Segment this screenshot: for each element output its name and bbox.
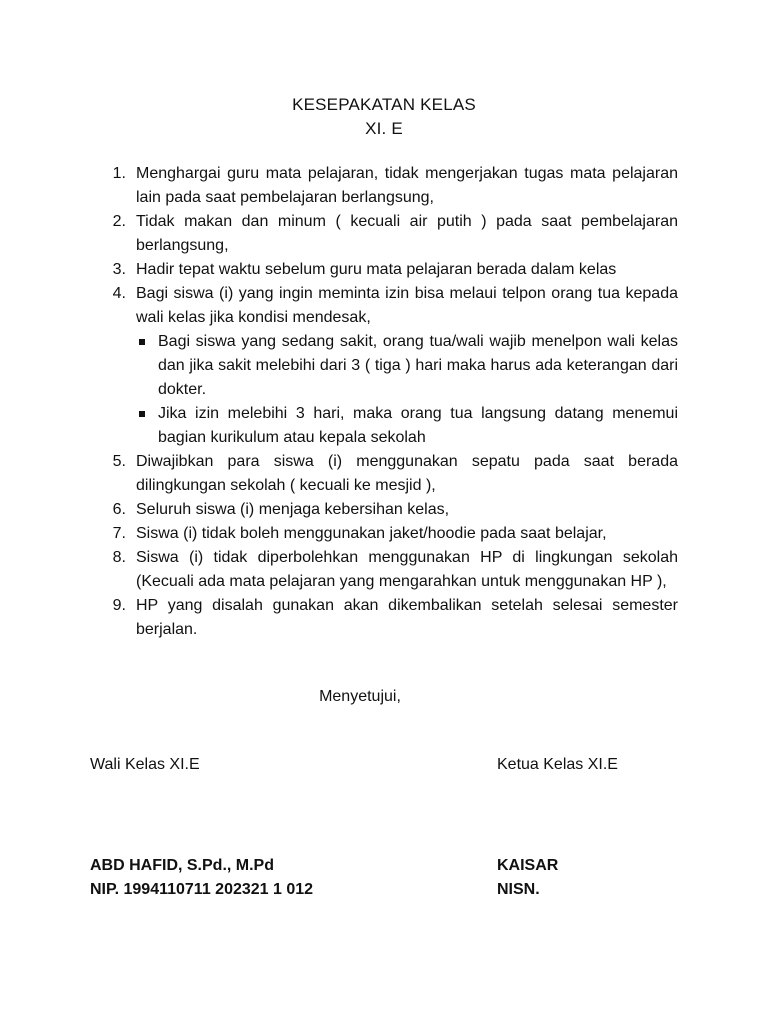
- title-line-1: KESEPAKATAN KELAS: [292, 95, 476, 114]
- agreement-label: Menyetujui,: [319, 688, 401, 705]
- item-text: Siswa (i) tidak boleh menggunakan jaket/hoodie pada saat belajar,: [136, 525, 607, 542]
- list-item: [90, 210, 678, 258]
- item-number: 2.: [112, 213, 126, 230]
- list-item: [90, 498, 678, 522]
- item-number: 5.: [112, 453, 126, 470]
- list-item: [90, 546, 678, 594]
- square-bullet-icon: [139, 411, 145, 417]
- left-signatory-name: ABD HAFID, S.Pd., M.Pd: [90, 857, 274, 874]
- sub-list-item: [136, 330, 678, 402]
- item-text: Diwajibkan para siswa (i) menggunakan sepatu pada saat berada dilingkungan sekolah ( kecuali ke mesjid ),: [136, 453, 678, 494]
- item-number: 1.: [112, 165, 126, 182]
- item-number: 7.: [112, 525, 126, 542]
- list-item: [90, 258, 678, 282]
- item-text: Bagi siswa (i) yang ingin meminta izin bisa melaui telpon orang tua kepada wali kelas jika kondisi mendesak,: [136, 285, 678, 326]
- left-signatory-role: Wali Kelas XI.E: [90, 756, 200, 773]
- item-number: 3.: [112, 261, 126, 278]
- list-item: [90, 594, 678, 642]
- item-number: 4.: [112, 285, 126, 302]
- right-signatory-id: NISN.: [497, 881, 540, 898]
- item-text: Seluruh siswa (i) menjaga kebersihan kelas,: [136, 501, 450, 518]
- sub-list: [136, 330, 678, 450]
- agreement-list: [90, 162, 678, 642]
- sub-list-item: [136, 402, 678, 450]
- list-item: [90, 162, 678, 210]
- item-text: Tidak makan dan minum ( kecuali air putih ) pada saat pembelajaran berlangsung,: [136, 213, 678, 254]
- item-text: Siswa (i) tidak diperbolehkan menggunakan HP di lingkungan sekolah (Kecuali ada mata pelajaran yang mengarahkan untuk menggunakan HP ),: [136, 549, 678, 590]
- item-text: Menghargai guru mata pelajaran, tidak mengerjakan tugas mata pelajaran lain pada saat pembelajaran berlangsung,: [136, 165, 678, 206]
- title-line-2: XI. E: [365, 119, 403, 138]
- sub-item-text: Jika izin melebihi 3 hari, maka orang tua langsung datang menemui bagian kurikulum atau kepala sekolah: [158, 405, 678, 446]
- item-text: HP yang disalah gunakan akan dikembalikan setelah selesai semester berjalan.: [136, 597, 678, 638]
- left-signatory-id: NIP. 1994110711 202321 1 012: [90, 881, 314, 898]
- list-item: [90, 450, 678, 498]
- right-signatory-role: Ketua Kelas XI.E: [497, 756, 618, 773]
- list-item: [90, 282, 678, 450]
- item-text: Hadir tepat waktu sebelum guru mata pelajaran berada dalam kelas: [136, 261, 617, 278]
- sub-item-text: Bagi siswa yang sedang sakit, orang tua/wali wajib menelpon wali kelas dan jika sakit melebihi dari 3 ( tiga ) hari maka harus ada keterangan dari dokter.: [158, 333, 678, 398]
- item-number: 9.: [112, 597, 126, 614]
- list-item: [90, 522, 678, 546]
- square-bullet-icon: [139, 339, 145, 345]
- right-signatory-name: KAISAR: [497, 857, 559, 874]
- item-number: 6.: [112, 501, 126, 518]
- item-number: 8.: [112, 549, 126, 566]
- document-title: [0, 93, 768, 141]
